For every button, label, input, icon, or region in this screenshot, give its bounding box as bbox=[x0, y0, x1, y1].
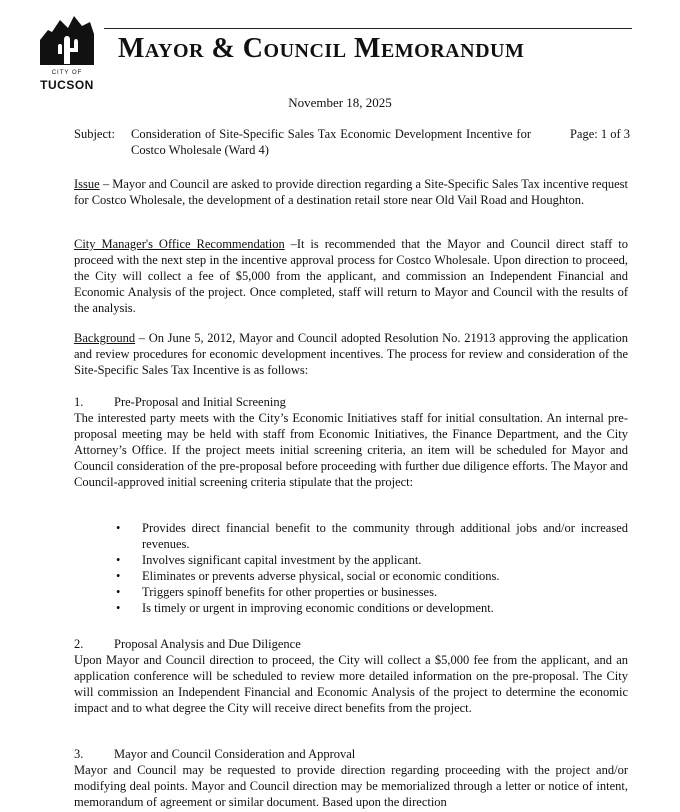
step-2-number: 2. bbox=[74, 637, 84, 651]
step-2-title: Proposal Analysis and Due Diligence bbox=[114, 637, 301, 651]
criterion-text: Is timely or urgent in improving economic conditions or development. bbox=[142, 601, 494, 615]
logo-tucson: TUCSON bbox=[40, 78, 94, 92]
list-item bbox=[74, 600, 628, 616]
step-1-title: Pre-Proposal and Initial Screening bbox=[114, 395, 286, 409]
memo-title: Mayor & Council Memorandum bbox=[118, 33, 525, 64]
issue-text: – Mayor and Council are asked to provide direction regarding a Site-Specific Sales Tax incentive request for Costco Wholesale, the development of a destination retail store near Old Vail Road and Houghton. bbox=[74, 177, 628, 207]
step-3-number: 3. bbox=[74, 747, 84, 761]
recommendation-heading: City Manager's Office Recommendation bbox=[74, 237, 285, 251]
step-3-title: Mayor and Council Consideration and Approval bbox=[114, 747, 356, 761]
bullet-icon: • bbox=[116, 569, 121, 583]
list-item bbox=[74, 584, 628, 600]
criterion-text: Involves significant capital investment by the applicant. bbox=[142, 553, 422, 567]
background-text: – On June 5, 2012, Mayor and Council adopted Resolution No. 21913 approving the application and review procedures for economic development incentives. The process for review and consideration of the Site-Specific Sales Tax Incentive is as follows: bbox=[74, 331, 628, 377]
city-logo bbox=[38, 14, 96, 94]
criteria-list bbox=[74, 520, 628, 616]
step-2-heading bbox=[74, 636, 301, 652]
background-heading: Background bbox=[74, 331, 136, 345]
step-1-text: The interested party meets with the City’s Economic Initiatives staff for initial consultation. An internal pre-proposal meeting may be held with staff from Economic Initiatives, the Finance Department, and the City Attorney’s Office. If the project meets initial screening criteria, an item will be scheduled for Mayor and Council consideration of the pre-proposal before proceeding with further due diligence efforts. The Mayor and Council-approved initial screening criteria stipulate that the project: bbox=[74, 411, 628, 489]
saguaro-logo-icon bbox=[38, 14, 96, 70]
step-3-text: Mayor and Council may be requested to provide direction regarding proceeding with the project and/or modifying deal points. Mayor and Council direction may be memorialized through a letter or notice of intent, memorandum of agreement or similar document. Based upon the direction bbox=[74, 763, 628, 809]
title-rule bbox=[104, 28, 632, 29]
list-item bbox=[74, 568, 628, 584]
recommendation-paragraph bbox=[74, 236, 628, 316]
subject-label: Subject: bbox=[74, 127, 115, 141]
background-paragraph bbox=[74, 330, 628, 378]
issue-paragraph bbox=[74, 176, 628, 208]
recommendation-text: –It is recommended that the Mayor and Council direct staff to proceed with the next step in the incentive approval process for Costco Wholesale. Upon direction to proceed, the City will collect a fee of $5,000 from the applicant, and commission an Independent Financial and Economic Analysis of the project. Once completed, staff will return to Mayor and Council with the results of the analysis. bbox=[74, 237, 628, 315]
issue-heading: Issue bbox=[74, 177, 100, 191]
criterion-text: Eliminates or prevents adverse physical, social or economic conditions. bbox=[142, 569, 500, 583]
criterion-text: Provides direct financial benefit to the community through additional jobs and/or increased revenues. bbox=[142, 521, 628, 551]
criterion-text: Triggers spinoff benefits for other properties or businesses. bbox=[142, 585, 438, 599]
step-2-text: Upon Mayor and Council direction to proceed, the City will collect a $5,000 fee from the applicant, and an application conference will be scheduled to review more detailed information on the pre-proposal. The City will commission an Independent Financial and Economic Analysis of the project to determine the economic impact and to what degree the City will receive direct benefits from the project. bbox=[74, 653, 628, 715]
page-number: Page: 1 of 3 bbox=[569, 127, 630, 141]
bullet-icon: • bbox=[116, 521, 121, 535]
step-1-number: 1. bbox=[74, 395, 84, 409]
bullet-icon: • bbox=[116, 585, 121, 599]
subject-text: Consideration of Site-Specific Sales Tax Economic Development Incentive for Costco Wholesale (Ward 4) bbox=[131, 127, 531, 157]
list-item bbox=[74, 520, 628, 552]
logo-city-of: CITY OF bbox=[51, 70, 83, 76]
step-3-heading bbox=[74, 746, 355, 762]
list-item bbox=[74, 552, 628, 568]
step-1-heading bbox=[74, 394, 286, 410]
memo-date: November 18, 2025 bbox=[288, 95, 392, 110]
bullet-icon: • bbox=[116, 553, 121, 567]
bullet-icon: • bbox=[116, 601, 121, 615]
